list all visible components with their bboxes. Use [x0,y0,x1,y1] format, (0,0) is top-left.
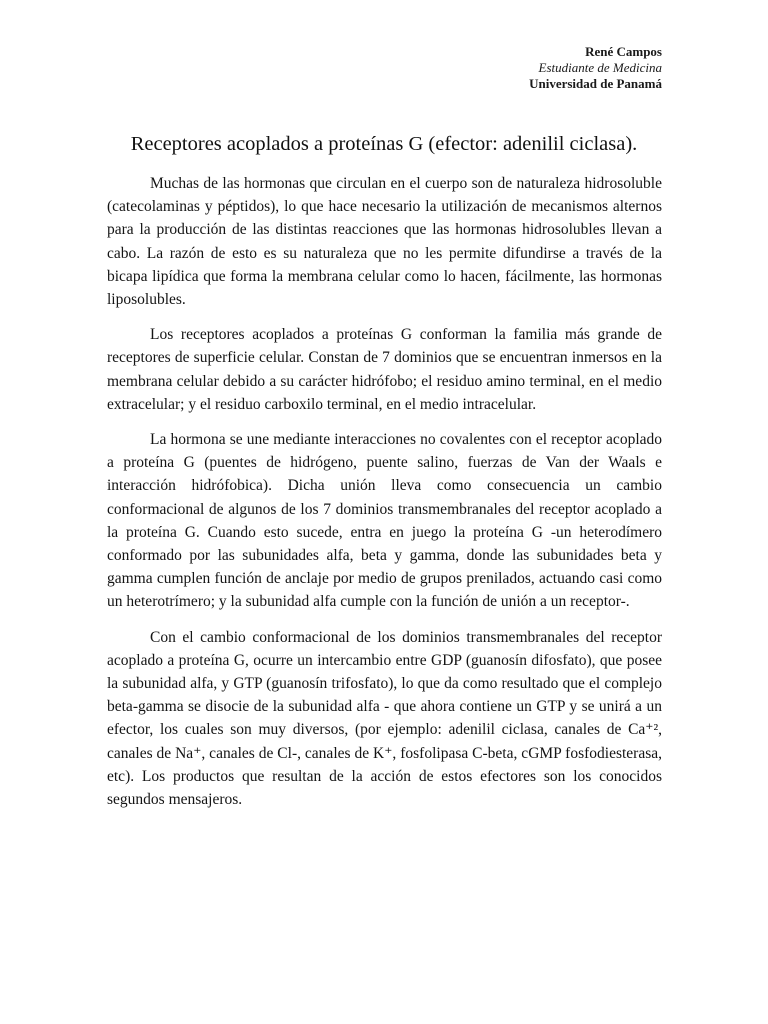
document-body [107,172,662,823]
author-name: René Campos [585,44,662,59]
document-title: Receptores acoplados a proteínas G (efector: adenilil ciclasa). [130,133,638,155]
author-role: Estudiante de Medicina [538,60,662,75]
paragraph-2: Los receptores acoplados a proteínas G conforman la familia más grande de receptores de superficie celular. Constan de 7 dominios que se encuentran inmersos en la membrana celular debido a su carácter hidrófobo; el residuo amino terminal, en el medio extracelular; y el residuo carboxilo terminal, en el medio intracelular. [107,326,662,413]
author-header [529,44,662,92]
author-university: Universidad de Panamá [529,76,662,91]
paragraph-1: Muchas de las hormonas que circulan en el cuerpo son de naturaleza hidrosoluble (catecolaminas y péptidos), lo que hace necesario la utilización de mecanismos alternos para la producción de las distintas reacciones que las hormonas hidrosolubles llevan a cabo. La razón de esto es su naturaleza que no les permite difundirse a través de la bicapa lipídica que forma la membrana celular como lo hacen, fácilmente, las hormonas liposolubles. [107,175,662,309]
paragraph-4: Con el cambio conformacional de los dominios transmembranales del receptor acoplado a proteína G, ocurre un intercambio entre GDP (guanosín difosfato), que posee la subunidad alfa, y GTP (guanosín trifosfato), lo que da como resultado que el complejo beta-gamma se disocie de la subunidad alfa - que ahora contiene un GTP y se unirá a un efector, los cuales son muy diversos, (por ejemplo: adenilil ciclasa, canales de Ca⁺², canales de Na⁺, canales de Cl-, canales de K⁺, fosfolipasa C-beta, cGMP fosfodiesterasa, etc). Los productos que resultan de la acción de estos efectores son los conocidos segundos mensajeros. [107,628,662,809]
paragraph-3: La hormona se une mediante interacciones no covalentes con el receptor acoplado a proteína G (puentes de hidrógeno, puente salino, fuerzas de Van der Waals e interacción hidrófobica). Dicha unión lleva como consecuencia un cambio conformacional de algunos de los 7 dominios transmembranales del receptor acoplado a la proteína G. Cuando esto sucede, entra en juego la proteína G -un heterodímero conformado por las subunidades alfa, beta y gamma, donde las subunidades beta y gamma cumplen función de anclaje por medio de grupos prenilados, actuando casi como un heterotrímero; y la subunidad alfa cumple con la función de unión a un receptor-. [107,431,662,611]
